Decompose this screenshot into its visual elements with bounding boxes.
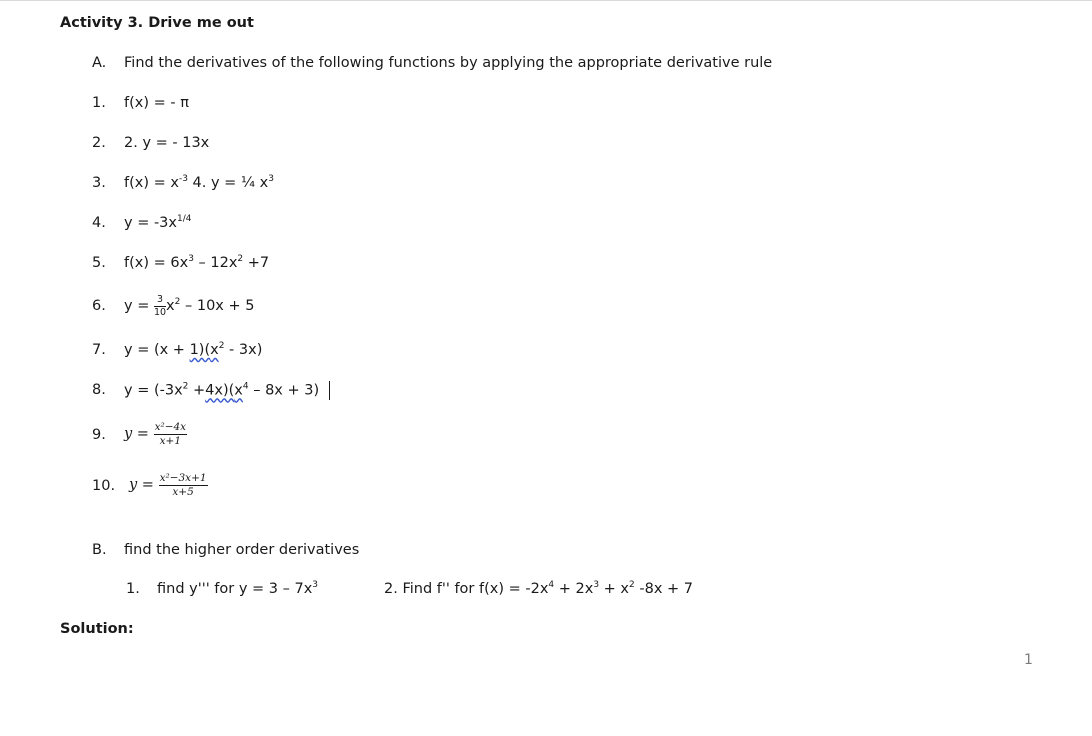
fraction-numerator: 3 bbox=[154, 295, 166, 307]
exponent: 2 bbox=[237, 254, 244, 265]
term: + x bbox=[599, 581, 630, 597]
function-4-base: y = -3x bbox=[124, 215, 177, 231]
function-4 bbox=[124, 214, 191, 232]
activity-heading: Activity 3. Drive me out bbox=[60, 15, 254, 31]
item-number: 3. bbox=[92, 175, 106, 191]
term: find y''' for y = 3 – 7x bbox=[157, 581, 313, 597]
item-number: 2. bbox=[92, 135, 106, 151]
fraction-denominator: 10 bbox=[153, 306, 167, 318]
term: 2. Find f'' for f(x) = -2x bbox=[384, 581, 549, 597]
term: y = bbox=[124, 426, 149, 442]
exponent: 4 bbox=[548, 580, 555, 591]
higher-order-question-1 bbox=[157, 580, 318, 598]
item-number: 4. bbox=[92, 215, 106, 231]
function-9 bbox=[124, 418, 187, 450]
fraction bbox=[154, 422, 188, 446]
exponent: 4 bbox=[242, 381, 249, 392]
part-a-label: A. bbox=[92, 55, 107, 71]
term: x bbox=[210, 342, 219, 358]
function-7 bbox=[124, 341, 262, 359]
item-number: 10. bbox=[92, 478, 116, 494]
item-number: 7. bbox=[92, 342, 106, 358]
function-8 bbox=[124, 381, 330, 400]
part-b-label: B. bbox=[92, 542, 107, 558]
item-number: 6. bbox=[92, 298, 106, 314]
fraction-denominator: x+1 bbox=[159, 434, 182, 447]
function-3-extra: 4. y = ¼ x bbox=[187, 175, 269, 191]
exponent: 2 bbox=[174, 297, 181, 308]
function-1: f(x) = - π bbox=[124, 95, 189, 111]
term: x bbox=[166, 298, 175, 314]
item-number: 1. bbox=[92, 95, 106, 111]
page-number: 1 bbox=[1024, 652, 1033, 668]
exponent: -3 bbox=[178, 174, 188, 185]
function-3 bbox=[124, 174, 274, 192]
solution-heading: Solution: bbox=[60, 621, 134, 637]
term: -8x + 7 bbox=[634, 581, 693, 597]
item-number: 8. bbox=[92, 382, 106, 398]
exponent: 2 bbox=[218, 341, 225, 352]
higher-order-question-2 bbox=[384, 580, 693, 598]
fraction-numerator: x²−4x bbox=[154, 421, 187, 433]
exponent: 3 bbox=[188, 254, 194, 265]
exponent: 3 bbox=[268, 174, 274, 185]
item-number: 9. bbox=[92, 427, 106, 443]
spellcheck-underline bbox=[190, 342, 219, 358]
fraction-denominator: x+5 bbox=[172, 485, 194, 498]
exponent: 3 bbox=[593, 580, 600, 591]
fraction-numerator: x²−3x+1 bbox=[159, 472, 207, 484]
function-3-base: f(x) = x bbox=[124, 175, 179, 191]
part-a-instruction: Find the derivatives of the following functions by applying the appropriate derivative rule bbox=[124, 55, 773, 71]
item-number: 5. bbox=[92, 255, 106, 271]
term: - 3x) bbox=[224, 342, 263, 358]
term: x bbox=[234, 382, 243, 399]
term: +7 bbox=[243, 255, 270, 271]
term: f(x) = 6x bbox=[124, 255, 189, 271]
fraction bbox=[154, 295, 166, 317]
term: y = (x + bbox=[124, 342, 190, 358]
exponent: 2 bbox=[182, 381, 189, 392]
term: 4x)( bbox=[205, 382, 235, 399]
term: + 2x bbox=[554, 581, 594, 597]
fraction bbox=[159, 473, 208, 497]
function-10 bbox=[129, 469, 208, 501]
spellcheck-underline bbox=[205, 383, 243, 399]
exponent: 2 bbox=[629, 580, 635, 591]
term: y = bbox=[124, 298, 154, 314]
item-number: 1. bbox=[126, 581, 140, 597]
term: y = (-3x bbox=[124, 382, 183, 399]
function-6 bbox=[124, 293, 254, 319]
term: – 10x + 5 bbox=[180, 298, 255, 314]
term: – 8x + 3) bbox=[248, 382, 320, 399]
term: 1)( bbox=[189, 342, 211, 358]
exponent: 1/4 bbox=[177, 214, 192, 225]
term: + bbox=[188, 382, 206, 399]
function-2: 2. y = - 13x bbox=[124, 135, 210, 151]
text-cursor bbox=[329, 381, 330, 400]
term: y = bbox=[129, 477, 154, 493]
exponent: 3 bbox=[312, 580, 319, 591]
term: – 12x bbox=[193, 255, 238, 271]
part-b-instruction: find the higher order derivatives bbox=[124, 542, 360, 558]
function-5 bbox=[124, 254, 269, 272]
page-top-border bbox=[0, 0, 1092, 1]
